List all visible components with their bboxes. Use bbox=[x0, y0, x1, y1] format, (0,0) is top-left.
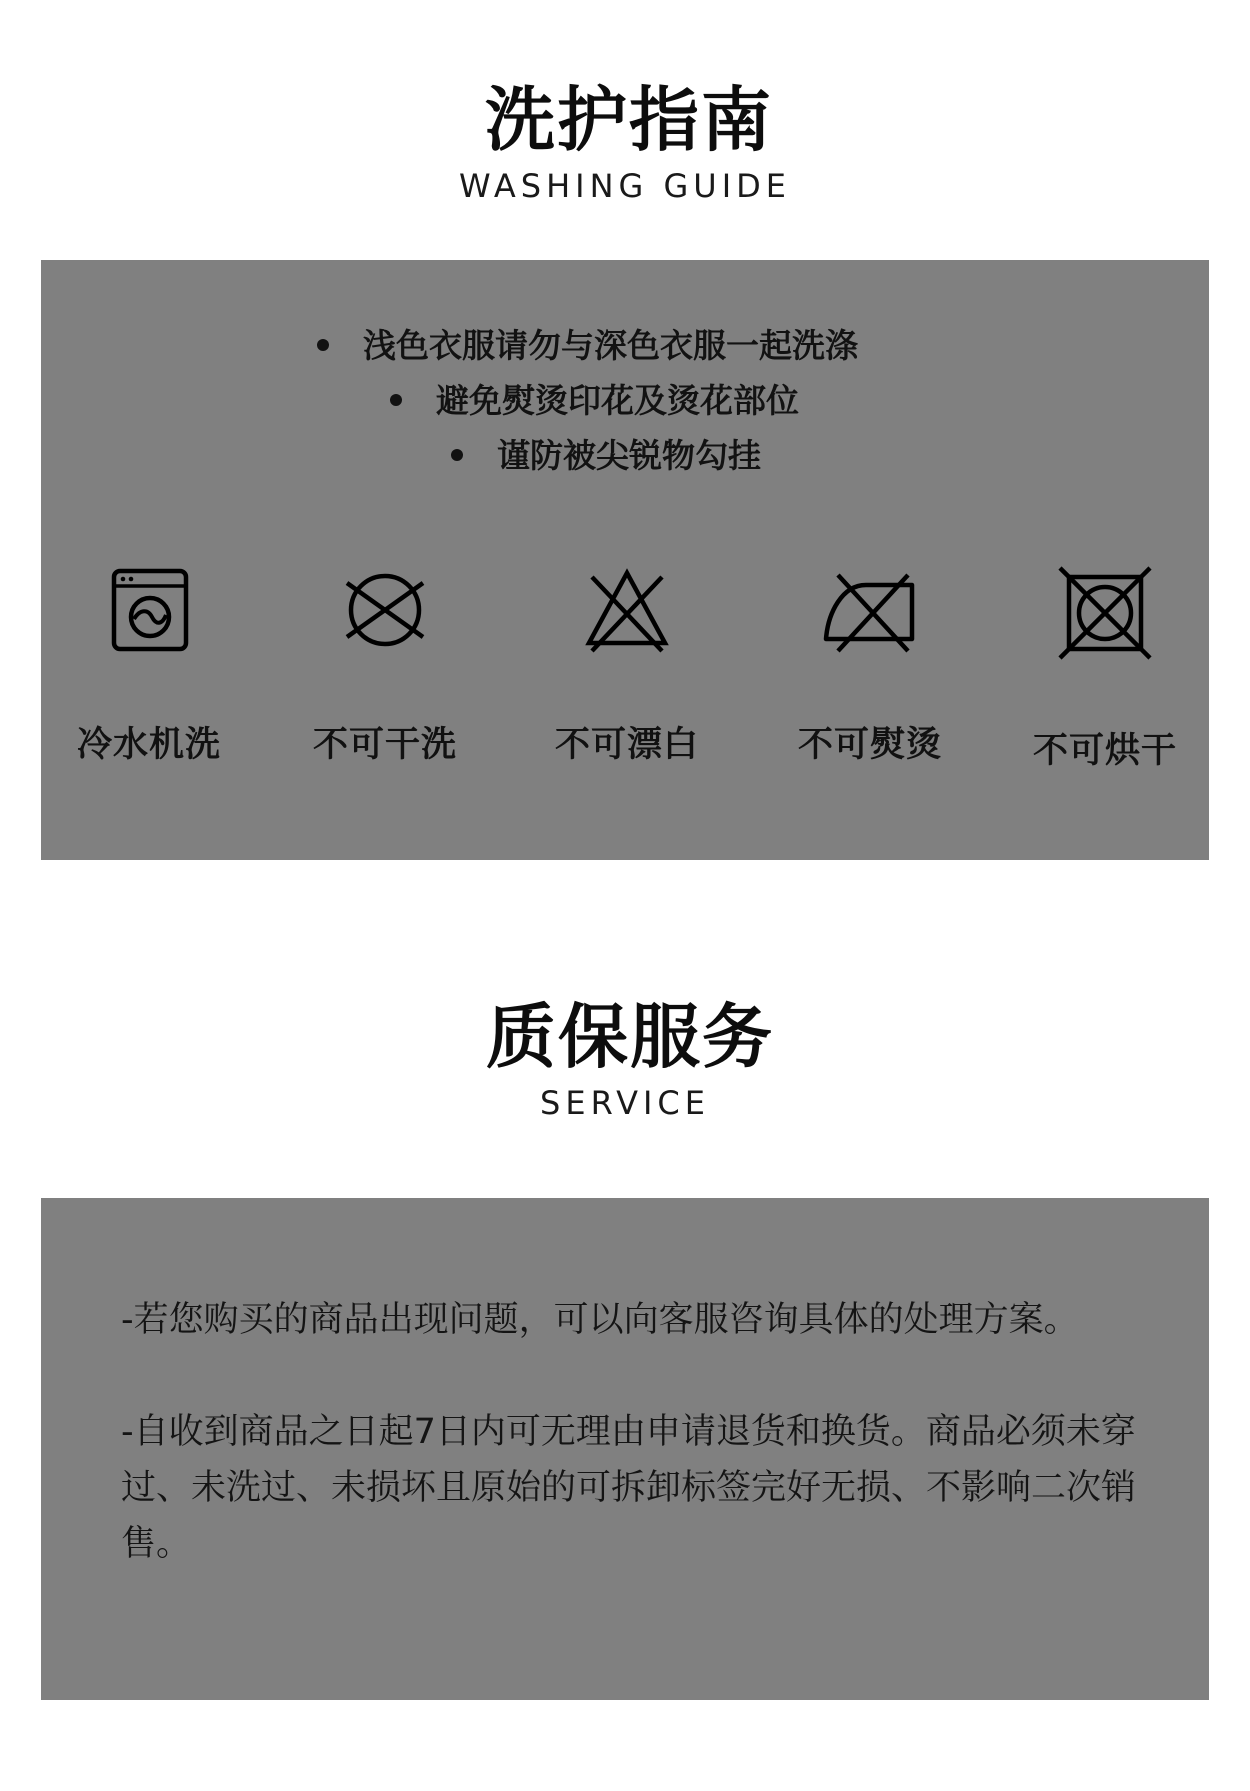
bullet-icon bbox=[451, 449, 463, 461]
washing-tip-text: 避免熨烫印花及烫花部位 bbox=[436, 381, 799, 420]
washing-guide-title: 洗护指南 bbox=[485, 79, 773, 161]
bullet-icon bbox=[317, 339, 329, 351]
service-paragraph: -若您购买的商品出现问题，可以向客服咨询具体的处理方案。 bbox=[121, 1300, 1079, 1340]
bullet-icon bbox=[390, 394, 402, 406]
care-label: 不可漂白 bbox=[554, 725, 699, 765]
washing-guide-subtitle: WASHING GUIDE bbox=[458, 167, 791, 205]
washing-tip bbox=[317, 318, 858, 373]
washing-tip bbox=[390, 373, 799, 428]
washing-tip-text: 浅色衣服请勿与深色衣服一起洗涤 bbox=[363, 326, 858, 365]
service-subtitle: SERVICE bbox=[540, 1084, 710, 1122]
care-label: 不可熨烫 bbox=[797, 725, 942, 765]
care-label: 冷水机洗 bbox=[76, 725, 221, 765]
service-panel bbox=[41, 1198, 1209, 1700]
service-heading bbox=[0, 995, 1250, 1123]
no-bleach-icon bbox=[582, 565, 672, 655]
care-item-no-bleach bbox=[527, 565, 727, 767]
service-paragraph: -自收到商品之日起7日内可无理由申请退货和换货。商品必须未穿过、未洗过、未损坏且原始的可拆卸标签完好无损、不影响二次销售。 bbox=[121, 1412, 1137, 1564]
no-iron-icon bbox=[820, 565, 920, 655]
care-label: 不可烘干 bbox=[1032, 731, 1177, 771]
care-item-no-tumble-dry bbox=[1005, 565, 1205, 773]
washing-tip bbox=[451, 428, 761, 483]
washing-guide-heading bbox=[0, 78, 1250, 206]
no-tumble-dry-icon bbox=[1057, 565, 1153, 661]
care-item-no-iron bbox=[770, 565, 970, 767]
service-title: 质保服务 bbox=[486, 996, 774, 1078]
washing-tip-text: 谨防被尖锐物勾挂 bbox=[497, 436, 761, 475]
care-item-machine-wash bbox=[49, 565, 249, 767]
care-item-no-dry-clean bbox=[285, 565, 485, 767]
no-dry-clean-icon bbox=[340, 565, 430, 655]
washing-guide-panel bbox=[41, 260, 1209, 860]
washing-machine-icon bbox=[104, 565, 194, 655]
care-label: 不可干洗 bbox=[312, 725, 457, 765]
